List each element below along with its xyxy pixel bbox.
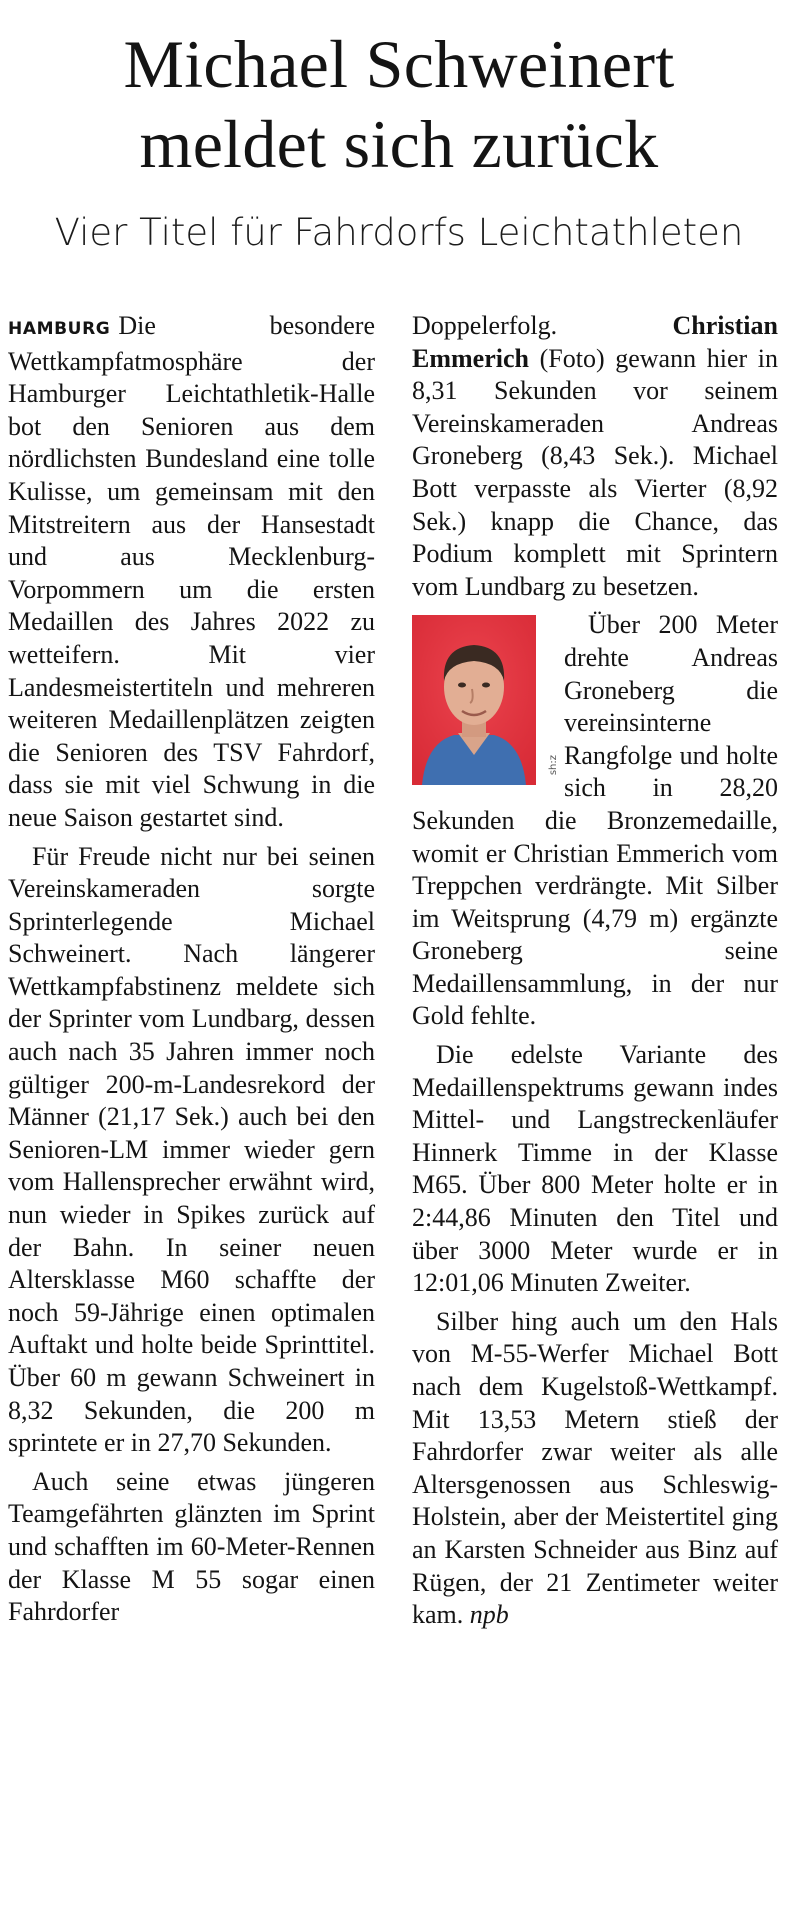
paragraph-7 — [412, 1306, 778, 1632]
paragraph-5 — [412, 609, 778, 1033]
paragraph-5-text: Über 200 Meter drehte Andreas Groneberg die vereinsinterne Rangfolge und holte sich in 28,20 Sekunden die Bronzemedaille, womit er Christian Emmerich vom Treppchen verdrängte. Mit Silber im Weitsprung (4,79 m) ergänzte Groneberg seine Medaillensammlung, in der nur Gold fehlte. — [412, 610, 778, 1031]
left-column — [8, 310, 375, 1629]
paragraph-6: Die edelste Variante des Medaillenspektrums gewann indes Mittel- und Langstreckenläufer Hinnerk Timme in der Klasse M65. Über 800 Meter holte er in 2:44,86 Minuten den Titel und über 3000 Meter wurde er in 12:01,06 Minuten Zweiter. — [412, 1040, 778, 1298]
photo-credit: sh:z — [548, 755, 559, 776]
headline — [0, 24, 798, 184]
dateline: HAMBURG — [8, 319, 111, 339]
headline-line-1: Michael Schweinert — [123, 26, 675, 102]
paragraph-1 — [8, 310, 375, 835]
paragraph-4-rest: (Foto) gewann hier in 8,31 Sekunden vor seinem Vereinskameraden Andreas Groneberg (8,43 Sek.). Michael Bott verpasste als Vierter (8,92 Sek.) knapp die Chance, das Podium komplett mit Sprintern vom Lundbarg zu besetzen. — [412, 343, 778, 601]
paragraph-2: Für Freude nicht nur bei seinen Vereinskameraden sorgte Sprinterlegende Michael Schweinert. Nach längerer Wettkampfabstinenz meldete sich der Sprinter vom Lundbarg, dessen auch nach 35 Jahren immer noch gültiger 200-m-Landesrekord der Männer (21,17 Sek.) auch bei den Senioren-LM immer wieder gern vom Hallensprecher erwähnt wird, nun wieder in Spikes zurück auf der Bahn. In seiner neuen Altersklasse M60 schaffte der noch 59-Jährige einen optimalen Auftakt und holte beide Sprinttitel. Über 60 m gewann Schweinert in 8,32 Sekunden, die 200 m sprintete er in 27,70 Sekunden. — [8, 841, 375, 1458]
headline-line-2: meldet sich zurück — [139, 106, 659, 182]
bold-name: Christian Emmerich — [412, 311, 778, 373]
subheadline: Vier Titel für Fahrdorfs Leichtathleten — [54, 211, 744, 254]
paragraph-4 — [412, 310, 778, 603]
paragraph-3: Auch seine etwas jüngeren Teamgefährten glänzten im Sprint und schafften im 60-Meter-Rennen der Klasse M 55 sogar einen Fahrdorfer — [8, 1466, 375, 1627]
portrait-photo — [412, 615, 559, 785]
paragraph-4-start: Doppelerfolg. — [412, 311, 558, 340]
paragraph-7-text: Silber hing auch um den Hals von M-55-Werfer Michael Bott nach dem Kugelstoß-Wettkampf. Mit 13,53 Metern stieß der Fahrdorfer zwar weiter als alle Altersgenossen aus Schleswig-Holstein, aber der Meistertitel ging an Karsten Schneider aus Binz auf Rügen, der 21 Zentimeter weiter kam. — [412, 1306, 778, 1630]
right-column — [412, 310, 778, 1632]
paragraph-1-text: Die besondere Wettkampfatmosphäre der Hamburger Leichtathletik-Halle bot den Senioren aus dem nördlichsten Bundesland eine tolle Kulisse, um gemeinsam mit den Mitstreitern aus der Hansestadt und aus Mecklenburg-Vorpommern um die ersten Medaillen des Jahres 2022 zu wetteifern. Mit vier Landesmeistertiteln und mehreren weiteren Medaillenplätzen zeigten die Senioren des TSV Fahrdorf, dass sie mit viel Schwung in die neue Saison gestartet sind. — [8, 311, 375, 832]
portrait-image — [412, 615, 536, 785]
byline: npb — [469, 1600, 509, 1630]
